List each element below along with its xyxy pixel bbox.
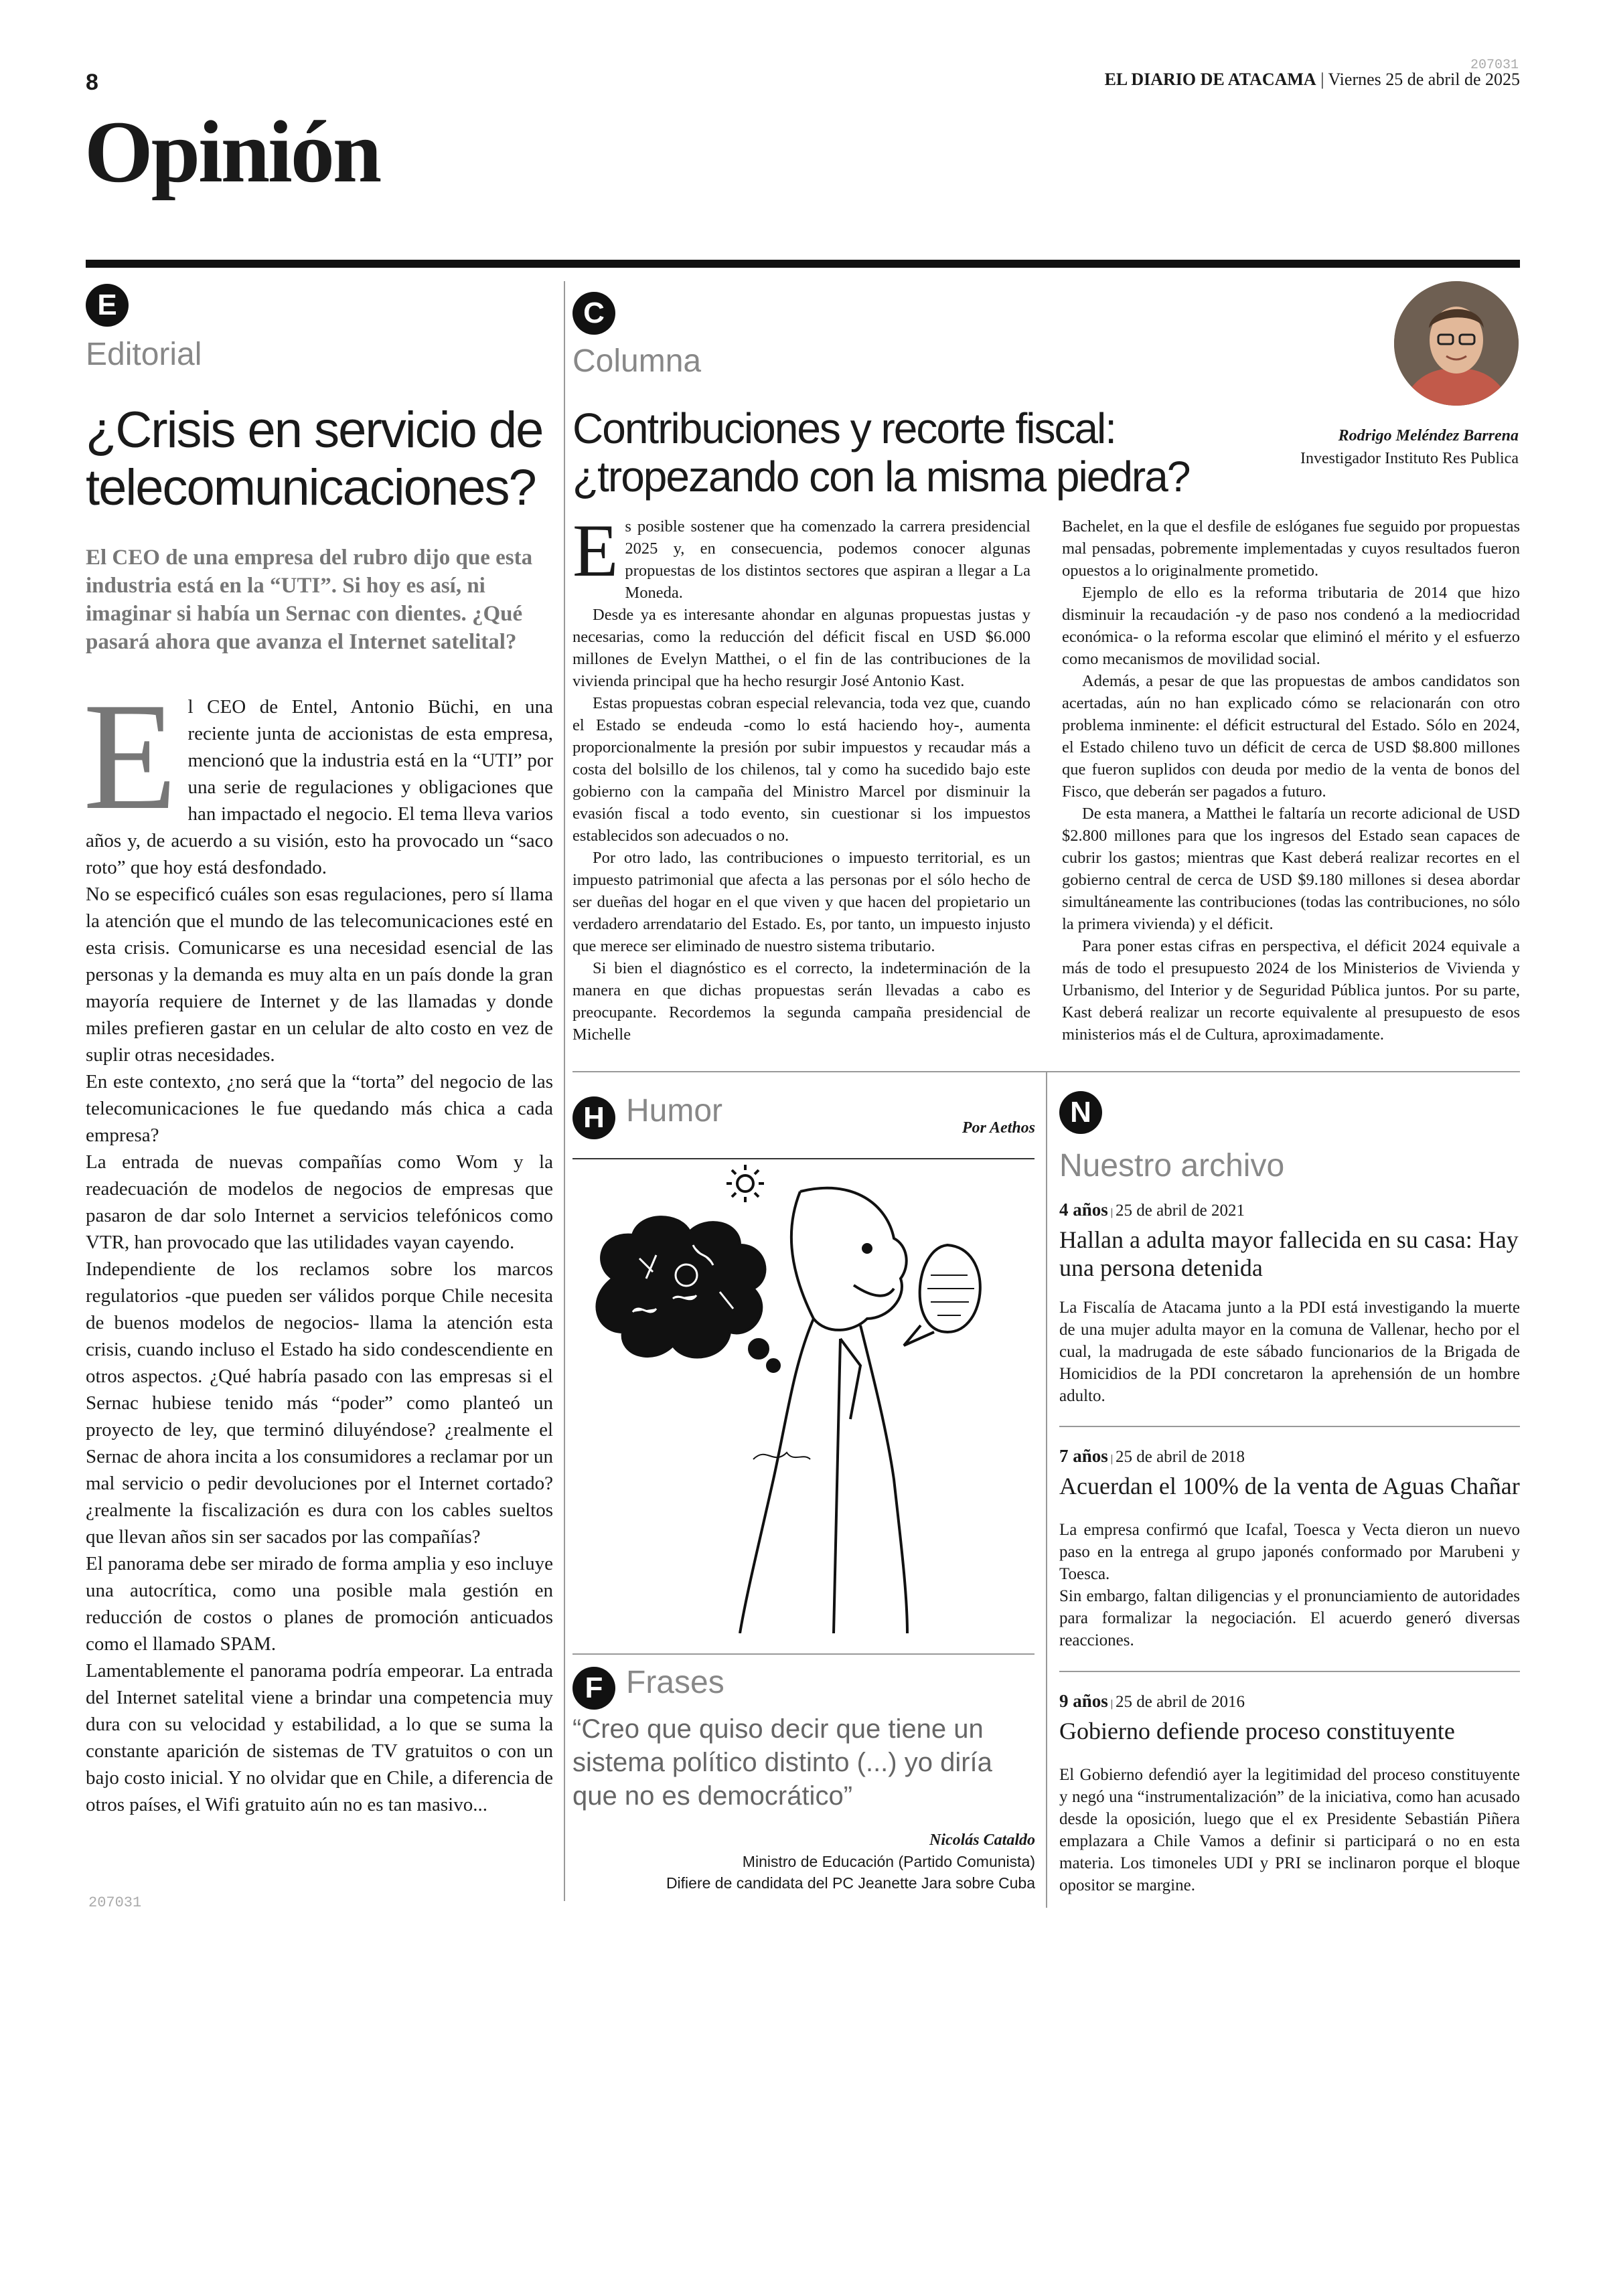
author-portrait-icon [1394,281,1519,406]
archivo-body: La empresa confirmó que Icafal, Toesca y Vecta dieron un nuevo paso en la entrega al grupo japonés conformado por Marubeni y Toesca. [1059,1521,1520,1583]
archivo-years: 9 años [1059,1691,1108,1711]
column-divider [1046,1071,1047,1908]
humor-badge: H [572,1096,615,1139]
column-paragraph: Para poner estas cifras en perspectiva, el déficit 2024 equivale a más de todo el presupuesto 2024 de los Ministerios de Vivienda y Urbanismo, del Interior y de Seguridad Pública juntos. Por su parte, Kast deberá realizar un recorte equivalente al presupuesto de esos ministerios más el de Cultura, aproximadamente. [1062,937,1520,1044]
editorial-paragraph: En este contexto, ¿no será que la “torta” del negocio de las telecomunicaciones le fue quedando más chica a cada empresa? [86,1071,553,1146]
archivo-item: 4 años | 25 de abril de 2021 Hallan a adulta mayor fallecida en su casa: Hay una persona detenida La Fiscalía de Atacama junto a la PDI está investigando la muerte de una mujer adulta mayor en la comuna de Vallenar, hecho por el cual, la madrugada de este sábado funcionarios de la Brigada de Homicidios de la PDI concretaron la aprehensión de un hombre adulto. [1059,1200,1520,1407]
editorial-kicker: Editorial [86,337,202,372]
archivo-date: 25 de abril de 2021 [1115,1202,1245,1220]
top-rule [86,260,1520,268]
editorial-paragraph: La entrada de nuevas compañías como Wom y la readecuación de modelos de negocios de empresas que pasaron de dar solo Internet a servicios telefónicos como VTR, han provocado que las utilidades vayan cayendo. [86,1151,553,1253]
humor-credit: Por Aethos [962,1119,1035,1137]
column-dropcap: E [572,509,619,592]
column-headline-line: Contribuciones y recorte fiscal: [572,404,1116,453]
archivo-divider [1059,1426,1520,1427]
editorial-paragraph: No se especificó cuáles son esas regulaciones, pero sí llama la atención que el mundo de las telecomunicaciones esté en esta crisis. Comunicarse es una necesidad esencial de las personas y la demanda es muy alta en un país donde la gran mayoría requiere de Internet y de las llamadas y donde miles prefieren gastar en un celular de alto costo en vez de suplir otras necesidades. [86,884,553,1066]
column-paragraph: s posible sostener que ha comenzado la carrera presidencial 2025 y, en consecuencia, podemos conocer algunas propuestas de los distintos sectores que aspiran a llegar a La Moneda. [625,517,1030,602]
page-number: 8 [86,70,98,95]
editorial-code: 207031 [88,1894,142,1911]
frases-kicker: Frases [626,1665,724,1700]
archivo-divider [1059,1671,1520,1672]
editorial-paragraph: El panorama debe ser mirado de forma amplia y eso incluye una autocrítica, como una posible mala gestión en reducción de costos o planes de promoción anticuados como el llamado SPAM. [86,1553,553,1655]
archivo-title: Acuerdan el 100% de la venta de Aguas Chañar [1059,1473,1520,1499]
section-divider [572,1653,1035,1655]
cartoon-illustration-icon [572,1165,1035,1633]
column-divider [564,281,565,1901]
column-text-col1 [572,509,1030,1046]
column-text-col2 [1062,515,1520,1046]
archivo-body: La Fiscalía de Atacama junto a la PDI está investigando la muerte de una mujer adulta mayor en la comuna de Vallenar, hecho por el cual, la madrugada de este sábado funcionarios de la Brigada de Homicidios de la PDI concretaron la aprehensión de un hombre adulto. [1059,1299,1520,1405]
column-kicker: Columna [572,343,702,379]
column-paragraph: Si bien el diagnóstico es el correcto, la indeterminación de la manera en que dichas propuestas serán llevadas a cabo es preocupante. Recordemos la segunda campaña presidencial de Michelle [572,959,1030,1044]
frases-quote: “Creo que quiso decir que tiene un sistema político distinto (...) yo diría que no es democrático” [572,1714,992,1811]
humor-rule [572,1158,1035,1159]
column-author-role: Investigador Instituto Res Publica [1300,450,1519,467]
column-badge: C [572,292,615,335]
column-paragraph: Además, a pesar de que las propuestas de ambos candidatos son acertadas, aún no han explicado cómo se relacionarán con otro problema inminente: el déficit estructural del Estado. Sólo en 2024, el Estado chileno tuvo un déficit de cerca de USD $8.800 millones que fueron suplidos con deuda por medio de la venta de bonos del Fisco, que deberán ser pagados a futuro. [1062,672,1520,801]
column-paragraph: Ejemplo de ello es la reforma tributaria de 2014 que hizo disminuir la recaudación -y de paso nos condenó a la mediocridad económica- o la reforma escolar que eliminó el mérito y el esfuerzo como mecanismos de movilidad social. [1062,584,1520,668]
humor-kicker: Humor [626,1093,723,1129]
column-headline-line: ¿tropezando con la misma piedra? [572,453,1190,501]
editorial-headline: ¿Crisis en servicio de telecomunicaciones? [86,402,543,516]
humor-cartoon [572,1165,1035,1633]
archivo-date: 25 de abril de 2018 [1115,1448,1245,1466]
column-paragraph: Desde ya es interesante ahondar en algunas propuestas justas y necesarias, como la reducción del déficit fiscal en USD $6.000 millones de Evelyn Matthei, o el fin de las contribuciones de la vivienda principal que ha hecho resurgir José Antonio Kast. [572,606,1030,690]
archivo-body: El Gobierno defendió ayer la legitimidad del proceso constituyente y negó una “instrumentalización” de la iniciativa, como han acusado desde la oposición, luego que el ex Presidente Sebastián Piñera emplazara a Chile Vamos a definir si participará o no en esta materia. Los timoneles UDI y PRI se inclinaron porque el bloque opositor se margine. [1059,1766,1520,1894]
column-paragraph: De esta manera, a Matthei le faltaría un recorte adicional de USD $2.800 millones para que los ingresos del Estado sean capaces de cubrir los gastos; mientras que Kast deberá realizar recortes en el gobierno central de cerca de USD $9.180 millones si desea abordar simultáneamente las contribuciones (todas las contribuciones, no sólo la primera vivienda) y el déficit. [1062,805,1520,933]
masthead-name: EL DIARIO DE ATACAMA [1104,70,1316,89]
frases-name: Nicolás Cataldo [929,1831,1035,1849]
editorial-dek: El CEO de una empresa del rubro dijo que esta industria está en la “UTI”. Si hoy es así, ni imaginar si había un Sernac con dientes. ¿Qué pasará ahora que avanza el Internet satelital? [86,546,533,654]
editorial-body [83,671,553,1818]
editorial-paragraph: Independiente de los reclamos sobre los marcos regulatorios -que pueden ser válidos porque Chile necesita de buenos modelos de negocios- llama la atención esta crisis, cuando incluso el Estado ha sido condescendiente en otros aspectos. ¿Qué habría pasado con las empresas si el Sernac hubiese tenido más “poder” como planteó un proyecto de ley, que terminó diluyéndose? ¿realmente el Sernac de ahora incita a los consumidores a reclamar por un mal servicio o pedir devoluciones por el Internet cortado? ¿realmente la fiscalización es dura con los cables sueltos que llevan años sin ser sacados por las compañías? [86,1258,553,1548]
column-headline [572,404,1249,501]
section-title: Opinión [84,102,380,201]
editorial-dropcap: E [83,671,177,841]
editorial-paragraph: Lamentablemente el panorama podría empeorar. La entrada del Internet satelital viene a brindar una competencia muy dura con su velocidad y estabilidad, a lo que se suma la constante aparición de sistemas de TV gratuitos o con un bajo costo inicial. Y no olvidar que en Chile, a diferencia de otros países, el Wifi gratuito aún no es tan masivo... [86,1660,553,1815]
masthead: EL DIARIO DE ATACAMA | Viernes 25 de abril de 2025 [1104,70,1520,89]
archivo-years: 7 años [1059,1446,1108,1466]
archivo-date: 25 de abril de 2016 [1115,1693,1245,1711]
column-paragraph: Por otro lado, las contribuciones o impuesto territorial, es un impuesto patrimonial que afecta a las personas por el sólo hecho de ser dueñas del hogar en el que viven y que hacen del propietario un verdadero arrendatario del Estado. Es, por tanto, un impuesto injusto que merece ser eliminado de nuestro sistema tributario. [572,849,1030,955]
archivo-title: Gobierno defiende proceso constituyente [1059,1718,1455,1744]
frases-context: Difiere de candidata del PC Jeanette Jara sobre Cuba [666,1874,1035,1892]
frases-badge: F [572,1667,615,1710]
frases-role: Ministro de Educación (Partido Comunista) [742,1853,1035,1870]
page-code: 207031 [1470,58,1519,73]
archivo-item: 9 años | 25 de abril de 2016 Gobierno defiende proceso constituyente El Gobierno defendió ayer la legitimidad del proceso constituyente y negó una “instrumentalización” de la iniciativa, como han acusado desde la oposición, luego que el ex Presidente Sebastián Piñera emplazara a Chile Vamos a definir si participará o no en esta materia. Los timoneles UDI y PRI se inclinaron porque el bloque opositor se margine. [1059,1691,1520,1896]
column-paragraph: Bachelet, en la que el desfile de eslóganes fue seguido por propuestas mal pensadas, pobremente implementadas y cuyos resultados fueron opuestos a lo originalmente prometido. [1062,517,1520,580]
editorial-paragraph: l CEO de Entel, Antonio Büchi, en una reciente junta de accionistas de esta empresa, mencionó que la industria está en la “UTI” por una serie de regulaciones y obligaciones que han impactado el negocio. El tema lleva varios años y, de acuerdo a su visión, esto ha provocado un “saco roto” que hoy está desfondado. [86,696,553,878]
column-paragraph: Estas propuestas cobran especial relevancia, toda vez que, cuando el Estado se endeuda -como lo está haciendo hoy-, aumenta proporcionalmente la presión por subir impuestos y recaudar más a costa del bolsillo de los chilenos, tal y como ha sucedido bajo este gobierno con la campaña del Ministro Marcel por disminuir la evasión fiscal a todo evento, sin cuestionar si los impuestos establecidos son adecuados o no. [572,694,1030,845]
masthead-date: Viernes 25 de abril de 2025 [1328,70,1520,89]
archivo-badge: N [1059,1091,1102,1134]
archivo-body: Sin embargo, faltan diligencias y el pronunciamiento de autoridades para formalizar la negociación. El acuerdo generó diversas reacciones. [1059,1587,1520,1649]
archivo-item: 7 años | 25 de abril de 2018 Acuerdan el 100% de la venta de Aguas Chañar La empresa confirmó que Icafal, Toesca y Vecta dieron un nuevo paso en la entrega al grupo japonés conformado por Marubeni y Toesca. Sin embargo, faltan diligencias y el pronunciamiento de autoridades para formalizar la negociación. El acuerdo generó diversas reacciones. [1059,1446,1520,1651]
author-photo [1394,281,1519,406]
editorial-badge: E [86,284,129,327]
archivo-years: 4 años [1059,1200,1108,1220]
column-author: Rodrigo Meléndez Barrena [1338,427,1519,444]
archivo-kicker: Nuestro archivo [1059,1148,1285,1183]
archivo-title: Hallan a adulta mayor fallecida en su casa: Hay una persona detenida [1059,1226,1519,1281]
